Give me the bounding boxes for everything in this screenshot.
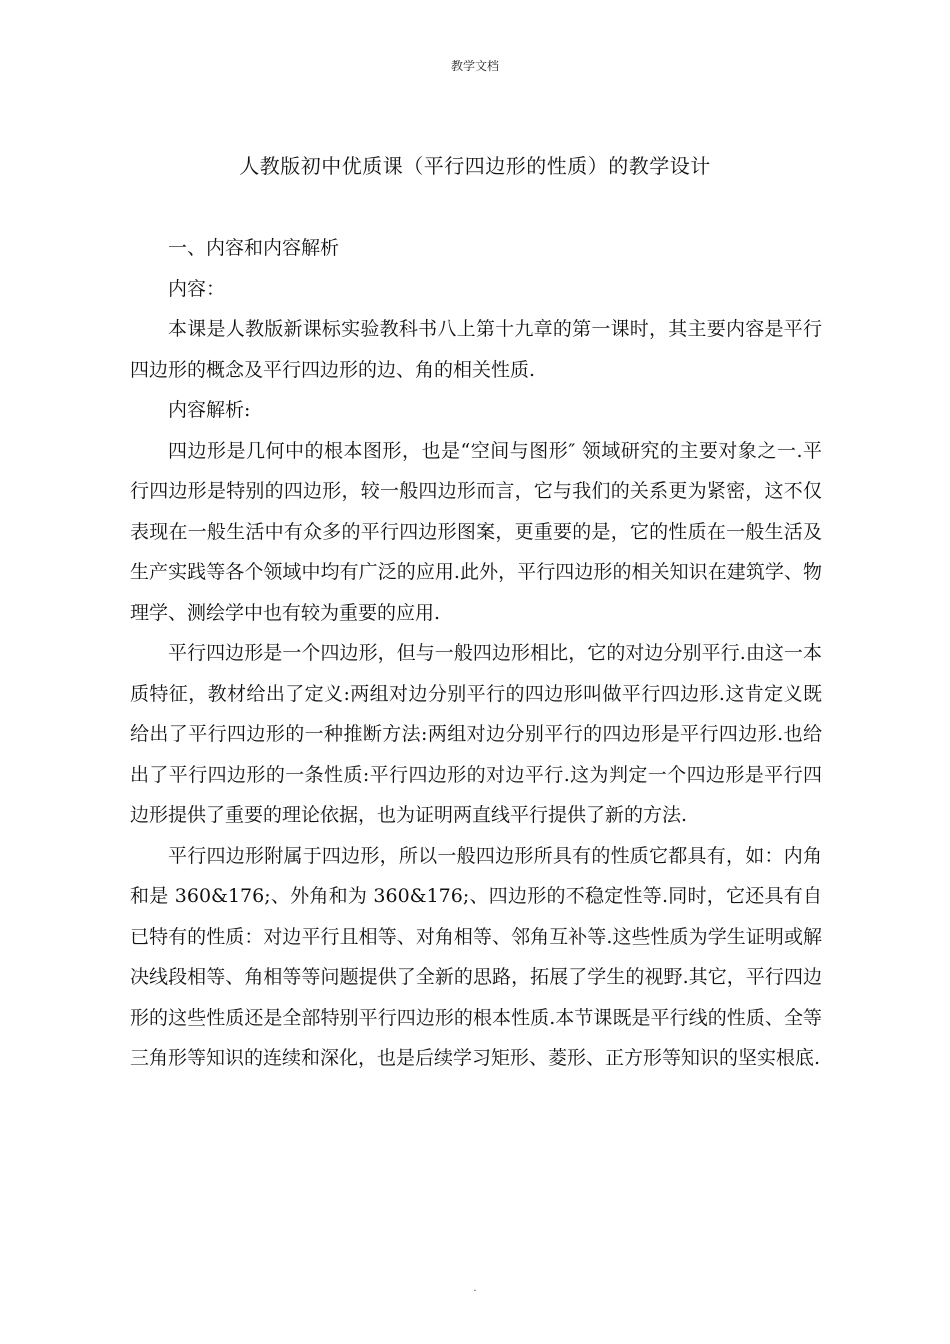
analysis-label: 内容解析: <box>168 399 251 421</box>
analysis-paragraph-2: 平行四边形是一个四边形，但与一般四边形相比，它的对边分别平行.由这一本质特征，教材给出了定义:两组对边分别平行的四边形叫做平行四边形.这肯定义既给出了平行四边形的一种推断方法:两组对边分别平行的四边形是平行四边形.也给出了平行四边形的一条性质:平行四边形的对边平行.这为判定一个四边形是平行四边形提供了重要的理论依据，也为证明两直线平行提供了新的方法. <box>130 642 822 826</box>
page-header: 教学文档 <box>450 59 499 73</box>
section-heading: 一、内容和内容解析 <box>168 237 340 259</box>
content-label: 内容： <box>168 277 226 300</box>
document-body <box>130 228 822 1079</box>
analysis-paragraph-1: 四边形是几何中的根本图形，也是“空间与图形″ 领域研究的主要对象之一.平行四边形是特别的四边形，较一般四边形而言，它与我们的关系更为紧密，这不仅表现在一般生活中有众多的平行四边形图案，更重要的是，它的性质在一般生活及生产实践等各个领域中均有广泛的应用.此外，平行四边形的相关知识在建筑学、物理学、测绘学中也有较为重要的应用. <box>130 439 822 624</box>
analysis-paragraph-3: 平行四边形附属于四边形，所以一般四边形所具有的性质它都具有，如：内角和是 360&176;、外角和为 360&176;、四边形的不稳定性等.同时，它还具有自已特有的性质：对边平行且相等、对角相等、邻角互补等.这些性质为学生证明或解决线段相等、角相等等问题提供了全新的思路，拓展了学生的视野.其它，平行四边形的这些性质还是全部特别平行四边形的根本性质.本节课既是平行线的性质、全等三角形等知识的连续和深化，也是后续学习矩形、菱形、正方形等知识的坚实根底. <box>130 844 822 1069</box>
document-title: 人教版初中优质课（平行四边形的性质）的教学设计 <box>239 154 711 178</box>
content-paragraph: 本课是人教版新课标实验教科书八上第十九章的第一课时，其主要内容是平行四边形的概念及平行四边形的边、角的相关性质. <box>130 318 822 381</box>
page-footer: . <box>473 1283 477 1294</box>
